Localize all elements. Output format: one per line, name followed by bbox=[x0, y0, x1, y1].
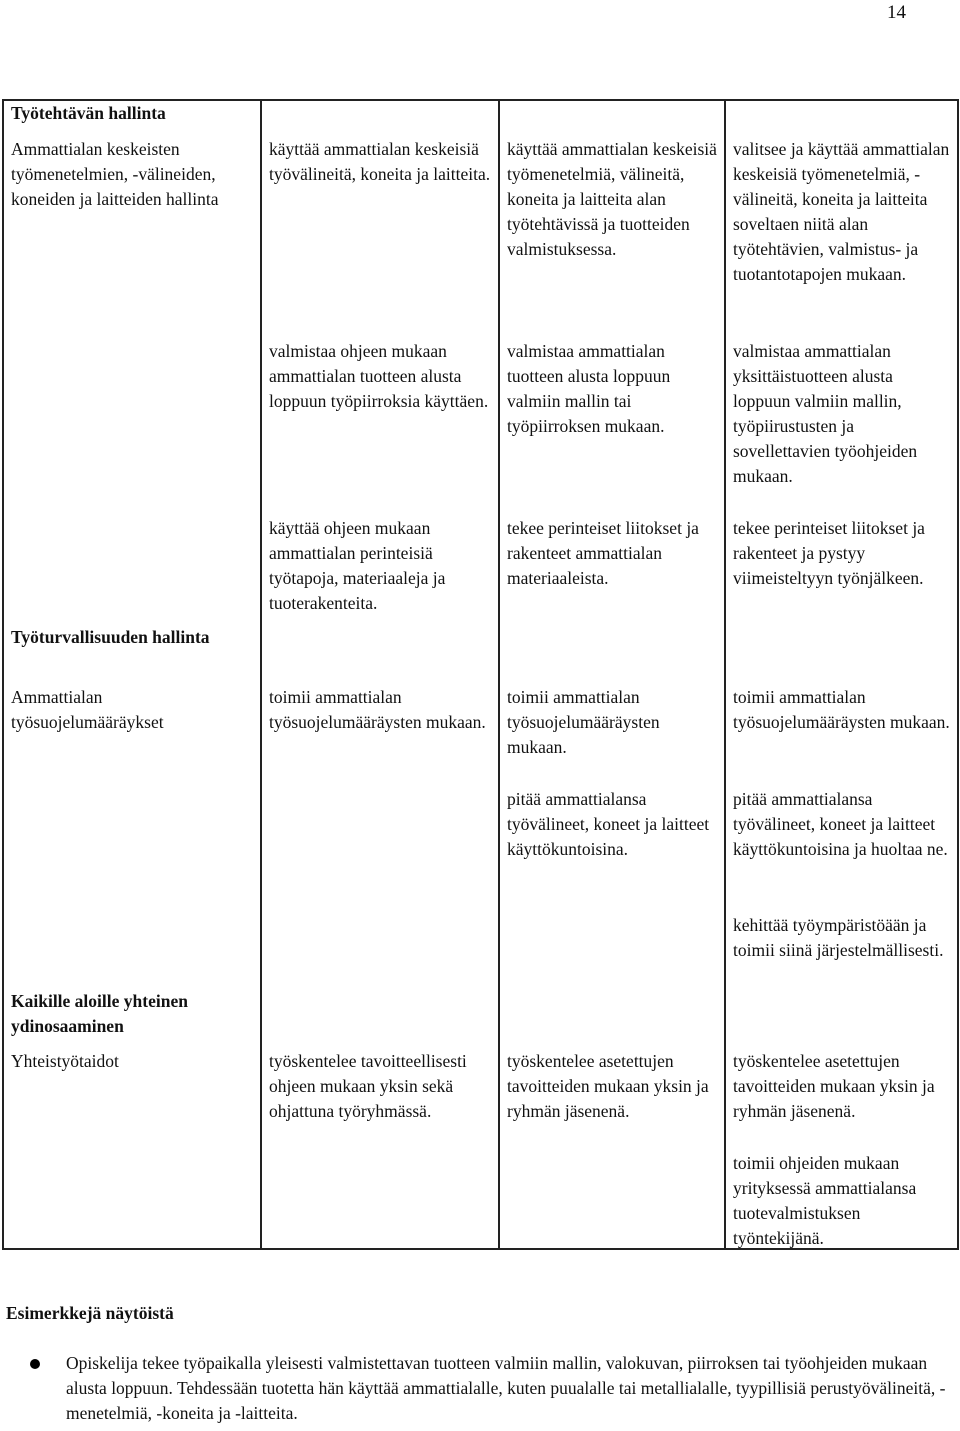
criterion-text: valmistaa ammattialan yksittäistuotteen alusta loppuun valmiin mallin, työpiirustusten ja sovellettavien työohjeiden mukaan. bbox=[733, 341, 918, 486]
table-row bbox=[3, 100, 958, 1249]
examples-section bbox=[6, 1301, 956, 1426]
section-heading-core-competence: Kaikille aloille yhteinen ydinosaaminen bbox=[11, 991, 188, 1036]
criterion-text: käyttää ammattialan keskeisiä työvälineitä, koneita ja laitteita. bbox=[269, 139, 491, 184]
table-cell-target-areas bbox=[3, 100, 261, 1249]
examples-heading: Esimerkkejä näytöistä bbox=[6, 1303, 174, 1323]
section-heading-work-task-mastery: Työtehtävän hallinta bbox=[11, 103, 166, 123]
section-text-occupational-safety: Ammattialan työsuojelumääräykset bbox=[11, 687, 164, 732]
criterion-text: kehittää työympäristöään ja toimii siinä järjestelmällisesti. bbox=[733, 915, 944, 960]
table-cell-level-1 bbox=[261, 100, 499, 1249]
criterion-text: valitsee ja käyttää ammattialan keskeisiä työmenetelmiä, -välineitä, koneita ja laitteita soveltaen niitä alan työtehtävien, valmistus- ja tuotantotapojen mukaan. bbox=[733, 139, 950, 284]
list-item bbox=[6, 1351, 956, 1426]
examples-list bbox=[6, 1351, 956, 1426]
criterion-text: pitää ammattialansa työvälineet, koneet ja laitteet käyttökuntoisina ja huoltaa ne. bbox=[733, 789, 948, 859]
bullet-icon bbox=[30, 1359, 40, 1369]
section-text-cooperation-skills: Yhteistyötaidot bbox=[11, 1051, 119, 1071]
table-cell-level-2 bbox=[499, 100, 725, 1249]
example-text: Opiskelija tekee työpaikalla yleisesti valmistettavan tuotteen valmiin mallin, valokuvan, piirroksen tai työohjeiden mukaan alusta loppuun. Tehdessään tuotetta hän käyttää ammattialalle, kuten puualalle tai metallialalle, tyypillisiä perustyövälineitä, -menetelmiä, -koneita ja -laitteita. bbox=[66, 1353, 946, 1423]
criterion-text: työskentelee asetettujen tavoitteiden mukaan yksin ja ryhmän jäsenenä. bbox=[507, 1051, 709, 1121]
criterion-text: työskentelee tavoitteellisesti ohjeen mukaan yksin sekä ohjattuna työryhmässä. bbox=[269, 1051, 467, 1121]
criterion-text: toimii ammattialan työsuojelumääräysten mukaan. bbox=[733, 687, 950, 732]
criterion-text: toimii ohjeiden mukaan yrityksessä ammattialansa tuotevalmistuksen työntekijänä. bbox=[733, 1153, 917, 1248]
criterion-text: käyttää ammattialan keskeisiä työmenetelmiä, välineitä, koneita ja laitteita alan työtehtävissä ja tuotteiden valmistuksessa. bbox=[507, 139, 717, 259]
criterion-text: tekee perinteiset liitokset ja rakenteet ammattialan materiaaleista. bbox=[507, 518, 699, 588]
criterion-text: valmistaa ammattialan tuotteen alusta loppuun valmiin mallin tai työpiirroksen mukaan. bbox=[507, 341, 671, 436]
criterion-text: pitää ammattialansa työvälineet, koneet ja laitteet käyttökuntoisina. bbox=[507, 789, 710, 859]
section-text-work-task-mastery: Ammattialan keskeisten työmenetelmien, -välineiden, koneiden ja laitteiden hallinta bbox=[11, 139, 219, 209]
criterion-text: valmistaa ohjeen mukaan ammattialan tuotteen alusta loppuun työpiirroksia käyttäen. bbox=[269, 341, 489, 411]
page-number: 14 bbox=[887, 2, 906, 23]
criterion-text: käyttää ohjeen mukaan ammattialan perinteisiä työtapoja, materiaaleja ja tuoterakenteita. bbox=[269, 518, 446, 613]
criterion-text: työskentelee asetettujen tavoitteiden mukaan yksin ja ryhmän jäsenenä. bbox=[733, 1051, 935, 1121]
criterion-text: tekee perinteiset liitokset ja rakenteet ja pystyy viimeisteltyyn työnjälkeen. bbox=[733, 518, 925, 588]
criterion-text: toimii ammattialan työsuojelumääräysten mukaan. bbox=[269, 687, 486, 732]
table-cell-level-3 bbox=[725, 100, 958, 1249]
section-heading-occupational-safety: Työturvallisuuden hallinta bbox=[11, 627, 210, 647]
assessment-criteria-table bbox=[2, 99, 959, 1250]
criterion-text: toimii ammattialan työsuojelumääräysten mukaan. bbox=[507, 687, 660, 757]
